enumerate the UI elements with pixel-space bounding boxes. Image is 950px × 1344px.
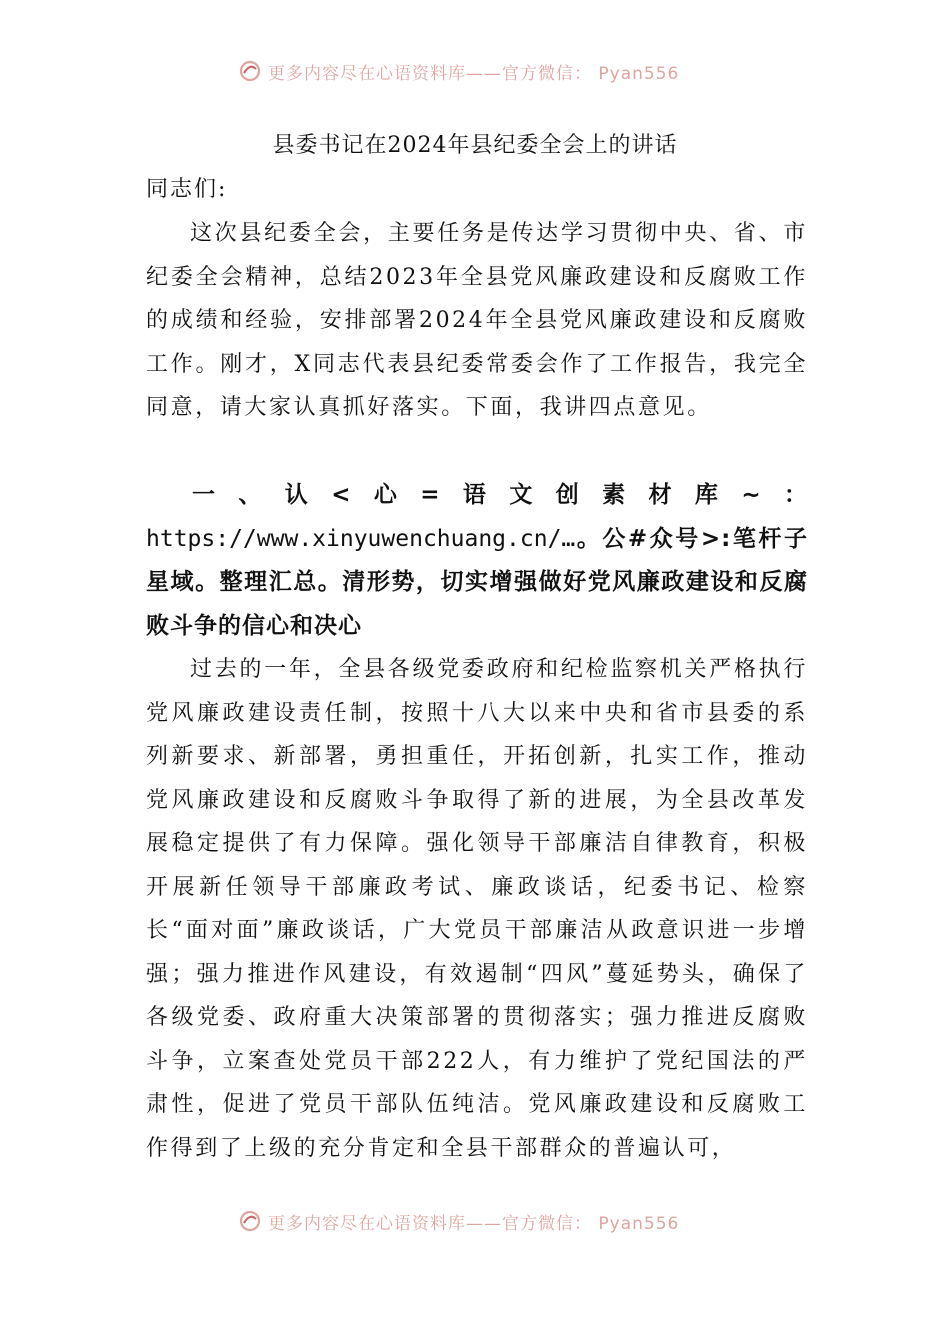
section-heading-prefix: 一、认<心=语文创素材库~： (192, 482, 808, 508)
watermark-bottom (238, 1206, 679, 1236)
document-title: 县委书记在2024年县纪委全会上的讲话 (272, 133, 678, 158)
watermark-text: 更多内容尽在心语资料库——官方微信： Pyan556 (268, 1213, 680, 1234)
watermark-top (238, 56, 679, 86)
salutation: 同志们: (146, 177, 228, 202)
watermark-logo-icon (238, 1209, 262, 1233)
intro-paragraph: 这次县纪委全会，主要任务是传达学习贯彻中央、省、市纪委全会精神，总结2023年全县党风廉政建设和反腐败工作的成绩和经验，安排部署2024年全县党风廉政建设和反腐败工作。刚才，X同志代表县纪委常委会作了工作报告，我完全同意，请大家认真抓好落实。下面，我讲四点意见。 (146, 221, 808, 420)
section-heading-1 (146, 474, 808, 648)
body-paragraph: 过去的一年，全县各级党委政府和纪检监察机关严格执行党风廉政建设责任制，按照十八大以来中央和省市县委的系列新要求、新部署，勇担重任，开拓创新，扎实工作，推动党风廉政建设和反腐败斗争取得了新的进展，为全县改革发展稳定提供了有力保障。强化领导干部廉洁自律教育，积极开展新任领导干部廉政考试、廉政谈话，纪委书记、检察长“面对面”廉政谈话，广大党员干部廉洁从政意识进一步增强；强力推进作风建设，有效遏制“四风”蔓延势头，确保了各级党委、政府重大决策部署的贯彻落实；强力推进反腐败斗争，立案查处党员干部222人，有力维护了党纪国法的严肃性，促进了党员干部队伍纯洁。党风廉政建设和反腐败工作得到了上级的充分肯定和全县干部群众的普遍认可， (146, 657, 808, 1161)
watermark-text: 更多内容尽在心语资料库——官方微信： Pyan556 (268, 63, 680, 84)
section-heading-url: https://www.xinyuwenchuang.cn/… (146, 525, 576, 552)
watermark-logo-icon (238, 59, 262, 83)
section-heading-suffix: 。公#众号>:笔杆子星域。整理汇总。清形势，切实增强做好党风廉政建设和反腐败斗争的信心和决心 (146, 525, 808, 639)
